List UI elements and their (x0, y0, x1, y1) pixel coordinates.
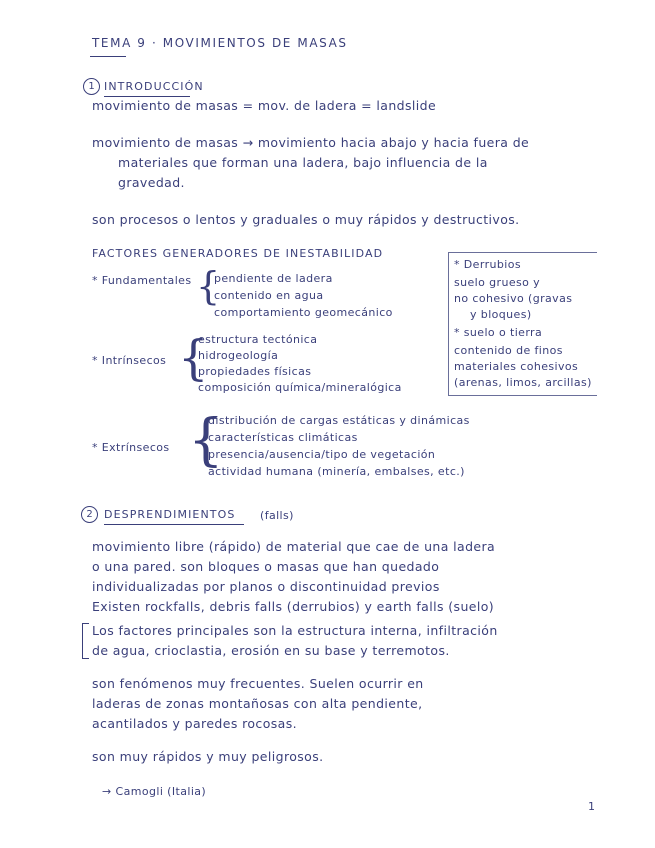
factor-label: * Extrínsecos (92, 441, 170, 454)
note-line: → Camogli (Italia) (102, 785, 207, 798)
page-title: TEMA 9 · MOVIMIENTOS DE MASAS (92, 36, 348, 50)
note-line: movimiento de masas → movimiento hacia abajo y hacia fuera de (92, 135, 530, 150)
section-heading: DESPRENDIMIENTOS (104, 508, 236, 521)
factor-label: * Fundamentales (92, 274, 192, 287)
note-line: movimiento libre (rápido) de material que cae de una ladera (92, 539, 496, 554)
note-line: laderas de zonas montañosas con alta pendiente, (92, 696, 423, 711)
note-line: gravedad. (118, 175, 185, 190)
factor-item: características climáticas (208, 431, 358, 444)
section-number: 2 (81, 506, 98, 523)
box-line: contenido de finos (454, 344, 563, 357)
section-number: 1 (83, 78, 100, 95)
factor-item: comportamiento geomecánico (214, 306, 393, 319)
page-number: 1 (588, 800, 596, 813)
box-line: * suelo o tierra (454, 326, 543, 339)
factor-item: pendiente de ladera (214, 272, 333, 285)
note-line: individualizadas por planos o discontinuidad previos (92, 579, 440, 594)
factor-item: presencia/ausencia/tipo de vegetación (208, 448, 436, 461)
brace-icon: { (196, 264, 221, 308)
box-line: y bloques) (470, 308, 532, 321)
box-line: suelo grueso y (454, 276, 541, 289)
factor-item: hidrogeología (198, 349, 279, 362)
note-line: materiales que forman una ladera, bajo influencia de la (118, 155, 488, 170)
box-line: materiales cohesivos (454, 360, 579, 373)
title-underline (90, 56, 126, 57)
factor-label: * Intrínsecos (92, 354, 167, 367)
box-line: no cohesivo (gravas (454, 292, 573, 305)
note-line: de agua, crioclastia, erosión en su base y terremotos. (92, 643, 450, 658)
section-heading: INTRODUCCIÓN (104, 80, 204, 93)
factor-item: contenido en agua (214, 289, 324, 302)
note-line: son procesos o lentos y graduales o muy rápidos y destructivos. (92, 212, 520, 227)
factor-item: estructura tectónica (198, 333, 318, 346)
note-line: o una pared. son bloques o masas que han quedado (92, 559, 440, 574)
bracket-mark (82, 623, 89, 659)
note-line: son fenómenos muy frecuentes. Suelen ocurrir en (92, 676, 424, 691)
heading-underline (104, 524, 244, 525)
note-line: son muy rápidos y muy peligrosos. (92, 749, 324, 764)
factor-item: actividad humana (minería, embalses, etc.) (208, 465, 465, 478)
note-line: Los factores principales son la estructura interna, infiltración (92, 623, 498, 638)
factors-heading: FACTORES GENERADORES DE INESTABILIDAD (92, 247, 384, 260)
box-line: * Derrubios (454, 258, 521, 271)
section-subtitle: (falls) (260, 509, 294, 522)
box-line: (arenas, limos, arcillas) (454, 376, 592, 389)
factor-item: composición química/mineralógica (198, 381, 402, 394)
soil-types-box (448, 252, 597, 396)
brace-icon: { (178, 330, 209, 386)
note-line: movimiento de masas = mov. de ladera = landslide (92, 98, 437, 113)
factor-item: propiedades físicas (198, 365, 312, 378)
note-line: Existen rockfalls, debris falls (derrubios) y earth falls (suelo) (92, 599, 495, 614)
note-line: acantilados y paredes rocosas. (92, 716, 298, 731)
heading-underline (104, 96, 190, 97)
factor-item: distribución de cargas estáticas y dinámicas (208, 414, 470, 427)
brace-icon: { (188, 408, 224, 473)
